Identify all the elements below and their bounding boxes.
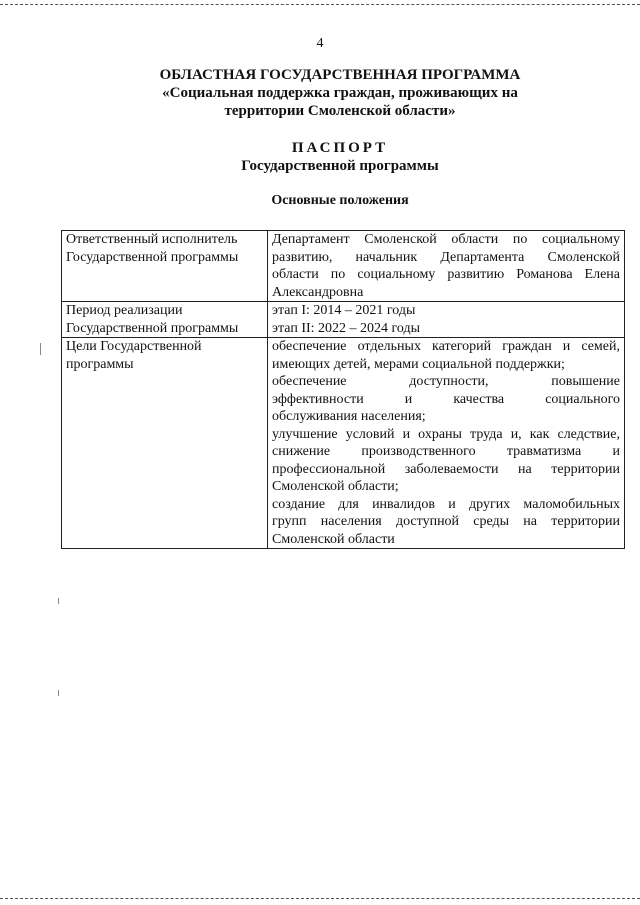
value-line: Смоленской области; xyxy=(272,479,399,494)
row-label-goals xyxy=(62,338,268,549)
row-label-period xyxy=(62,302,268,338)
value-line: профессиональной заболеваемости на территории xyxy=(272,461,620,477)
value-line: эффективности и качества социального xyxy=(272,391,620,407)
value-line: снижение производственного травматизма и xyxy=(272,444,620,459)
label-line: Ответственный исполнитель xyxy=(66,232,238,247)
scan-top-edge xyxy=(0,4,640,5)
label-line: программы xyxy=(66,356,134,372)
scan-speck xyxy=(58,690,59,696)
table-row xyxy=(62,302,625,338)
label-line: Государственной программы xyxy=(66,320,239,336)
program-title-line-2: «Социальная поддержка граждан, проживающих на xyxy=(162,85,518,101)
passport-subheading: Государственной программы xyxy=(241,158,439,174)
passport-heading-block xyxy=(100,139,580,175)
table-row xyxy=(62,338,625,549)
row-value-goals xyxy=(268,338,625,549)
value-line: этап II: 2022 – 2024 годы xyxy=(272,320,421,336)
section-title: Основные положения xyxy=(271,193,409,208)
value-line: создание для инвалидов и других маломобильных xyxy=(272,496,620,512)
passport-heading: ПАСПОРТ xyxy=(291,140,389,156)
label-line: Цели Государственной xyxy=(66,339,202,354)
value-line: Департамент Смоленской области по социальному xyxy=(272,232,620,247)
program-title xyxy=(100,66,580,120)
value-line: имеющих детей, мерами социальной поддержки; xyxy=(272,356,565,372)
value-line: этап I: 2014 – 2021 годы xyxy=(272,303,416,318)
table-row xyxy=(62,231,625,302)
label-line: Государственной программы xyxy=(66,249,239,265)
value-line: обслуживания населения; xyxy=(272,409,426,424)
scan-speck xyxy=(40,343,41,355)
scan-bottom-edge xyxy=(0,898,640,899)
page-number: 4 xyxy=(316,36,324,51)
value-line: Александровна xyxy=(272,284,364,300)
value-line: групп населения доступной среды на территории xyxy=(272,514,620,529)
program-title-line-3: территории Смоленской области» xyxy=(224,103,456,119)
row-label-responsible-executor xyxy=(62,231,268,302)
passport-table xyxy=(61,230,625,549)
value-line: развитию, начальник Департамента Смоленской xyxy=(272,249,620,265)
program-title-line-1: ОБЛАСТНАЯ ГОСУДАРСТВЕННАЯ ПРОГРАММА xyxy=(159,67,521,83)
value-line: обеспечение отдельных категорий граждан и семей, xyxy=(272,339,620,354)
label-line: Период реализации xyxy=(66,303,183,318)
value-line: обеспечение доступности, повышение xyxy=(272,374,620,389)
value-line: улучшение условий и охраны труда и, как следствие, xyxy=(272,426,620,442)
value-line: области по социальному развитию Романова Елена xyxy=(272,267,620,282)
row-value-period xyxy=(268,302,625,338)
row-value-responsible-executor xyxy=(268,231,625,302)
value-line: Смоленской области xyxy=(272,531,395,547)
scan-speck xyxy=(58,598,59,604)
